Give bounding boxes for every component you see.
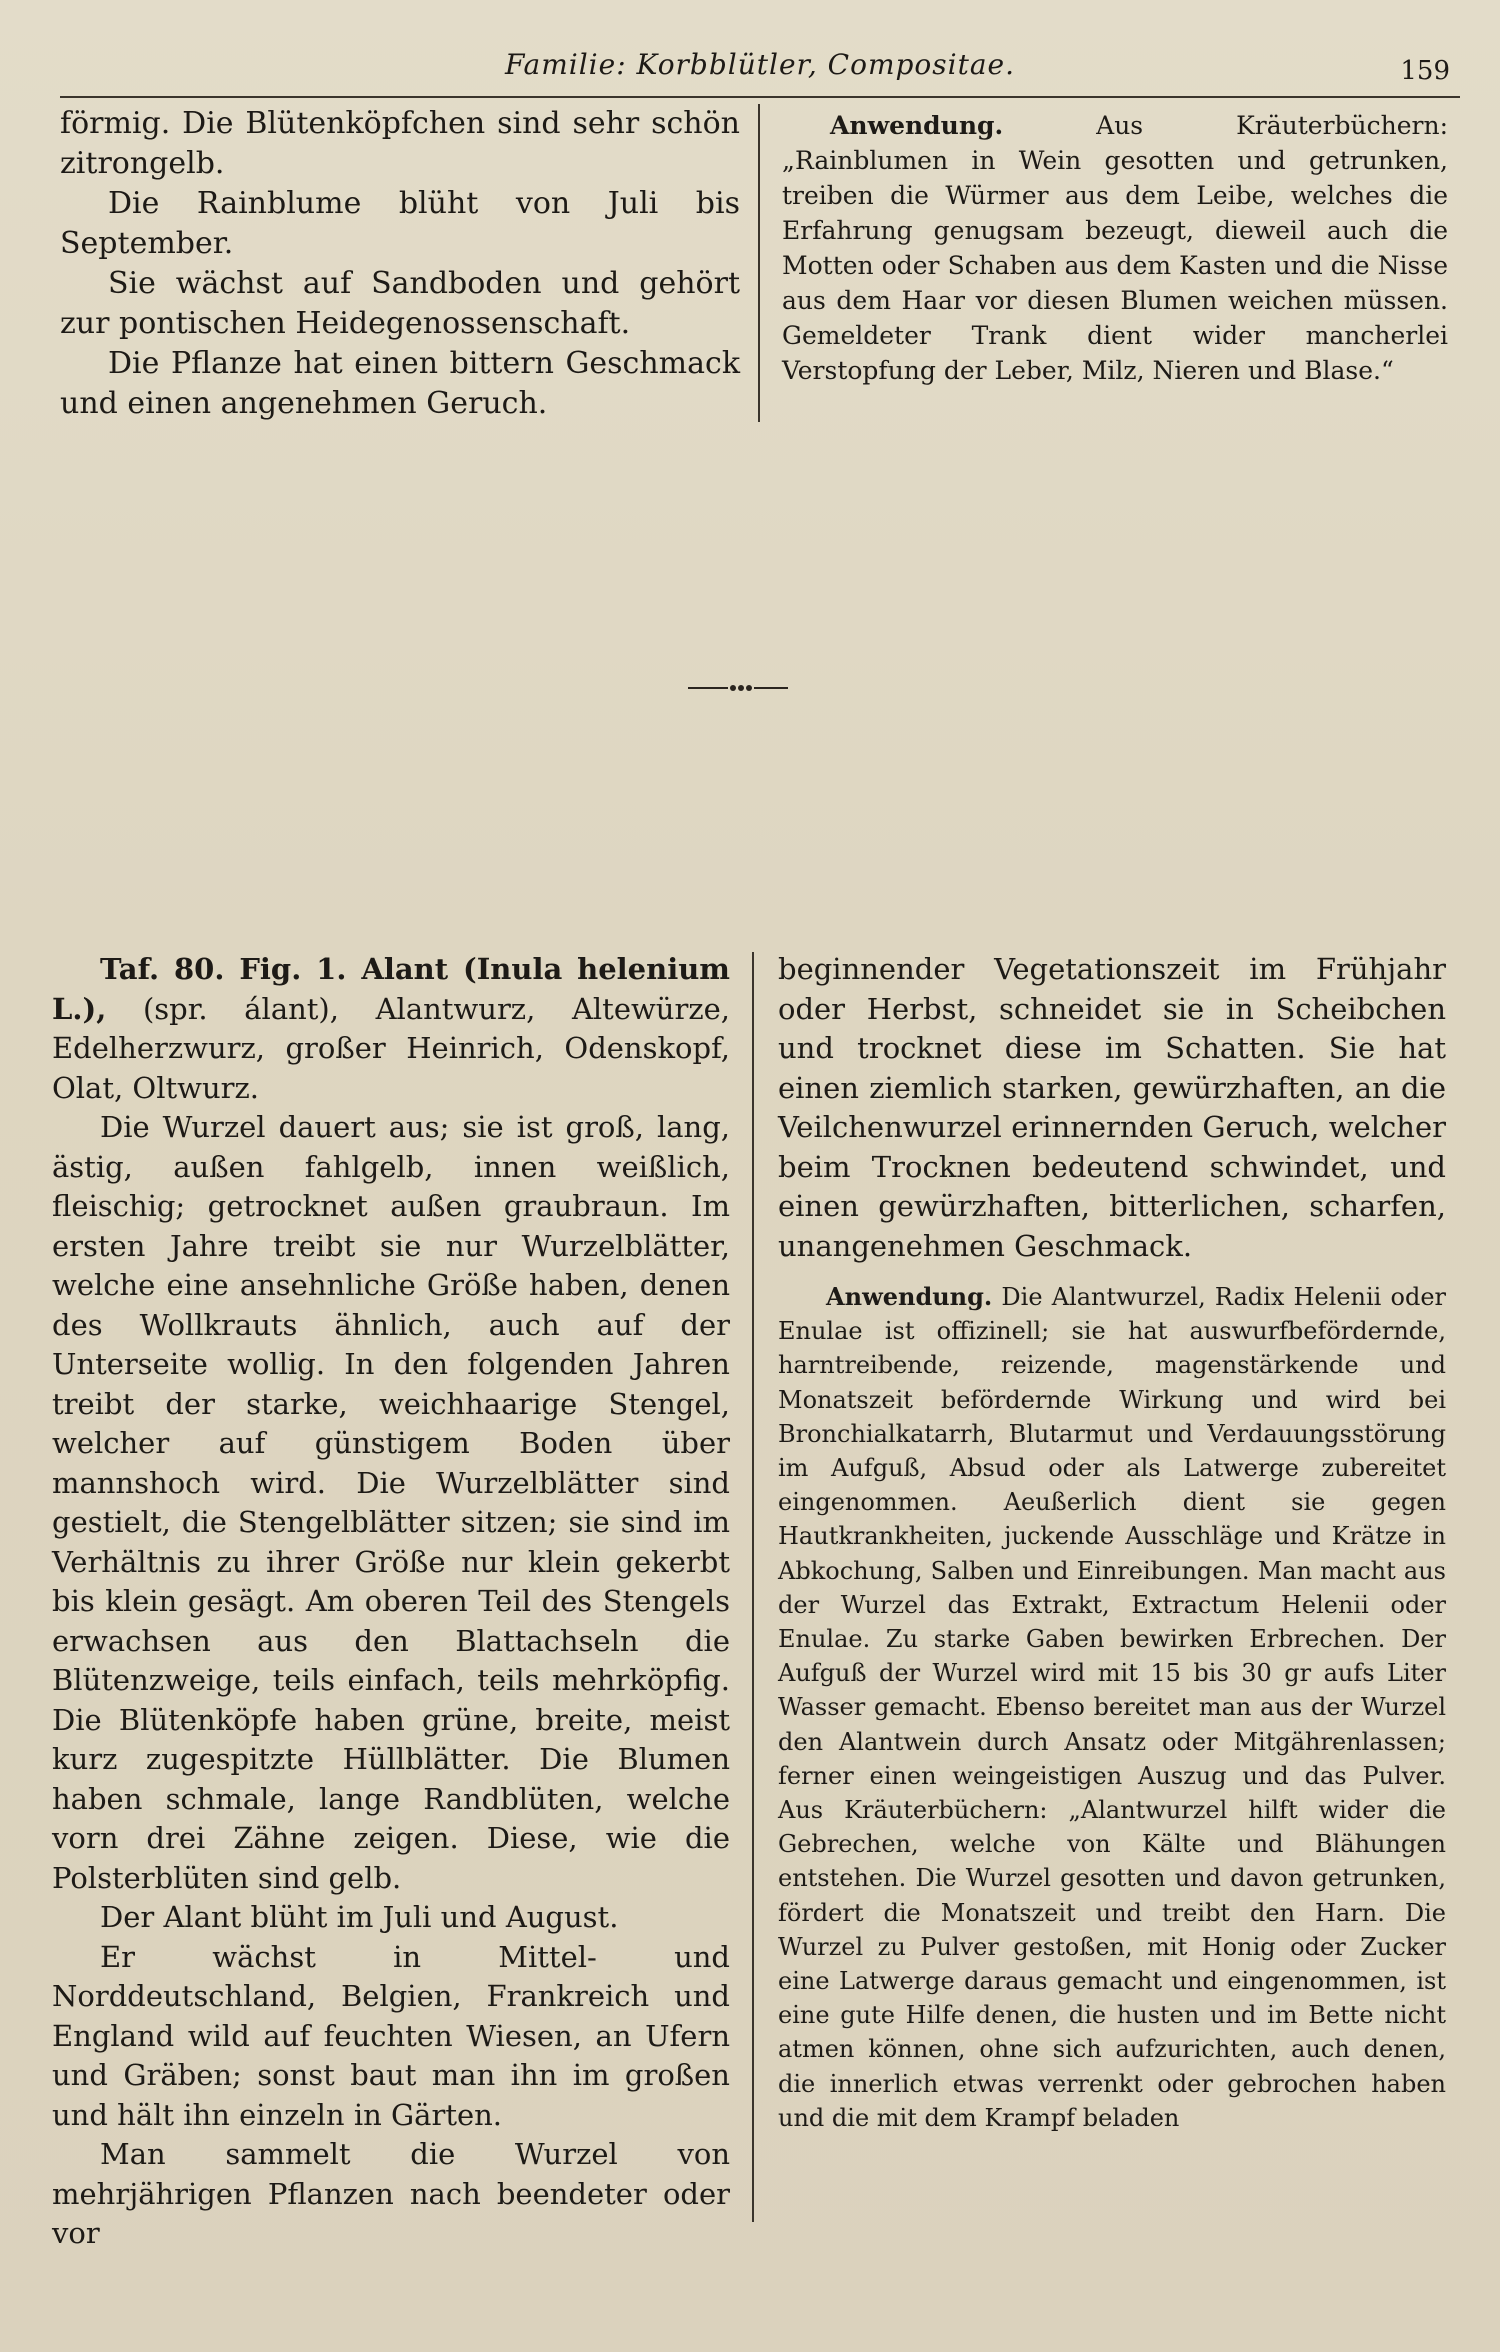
bottom-right-column [778, 950, 1446, 2135]
usage-heading: Anwendung. [830, 111, 1004, 140]
ornament-divider [688, 683, 788, 693]
running-header [60, 36, 1460, 98]
usage-heading: Anwendung. [826, 1282, 993, 1311]
plant-synonyms: (spr. álant), Alantwurz, Altewürze, Edelherzwurz, großer Heinrich, Odenskopf, Olat, Oltwurz. [52, 991, 730, 1105]
bottom-left-column [52, 950, 730, 2254]
page-number: 159 [1400, 56, 1450, 86]
usage-text: Die Alantwurzel, Radix Helenii oder Enulae ist offizinell; sie hat auswurfbefördernde, harntreibende, reizende, magenstärkende und Monatszeit befördernde Wirkung und wird bei Bronchialkatarrh, Blutarmut und Verdauungsstörung im Aufguß, Absud oder als Latwerge zubereitet eingenommen. Aeußerlich dient sie gegen Hautkrankheiten, juckende Ausschläge und Krätze in Abkochung, Salben und Einreibungen. Man macht aus der Wurzel das Extrakt, Extractum Helenii oder Enulae. Zu starke Gaben bewirken Erbrechen. Der Aufguß der Wurzel wird mit 15 bis 30 gr aufs Liter Wasser gemacht. Ebenso bereitet man aus der Wurzel den Alantwein durch Ansatz oder Mitgährenlassen; ferner einen weingeistigen Auszug und das Pulver. Aus Kräuterbüchern: „Alantwurzel hilft wider die Gebrechen, welche von Kälte und Blähungen entstehen. Die Wurzel gesotten und davon getrunken, fördert die Monatszeit und treibt den Harn. Die Wurzel zu Pulver gestoßen, mit Honig oder Zucker eine Latwerge daraus gemacht und eingenommen, ist eine gute Hilfe denen, die husten und im Bette nicht atmen können, ohne sich aufzurichten, auch denen, die innerlich etwas verrenkt oder gebrochen haben und die mit dem Krampf beladen [778, 1283, 1446, 2132]
paragraph: Der Alant blüht im Juli und August. [100, 1900, 619, 1934]
column-divider [752, 952, 754, 2222]
paragraph: Er wächst in Mittel- und Norddeutschland, Belgien, Frankreich und England wild auf feuchten Wiesen, an Ufern und Gräben; sonst baut man ihn im großen und hält ihn einzeln in Gärten. [52, 1939, 730, 2132]
paragraph: Die Wurzel dauert aus; sie ist groß, lang, ästig, außen fahlgelb, innen weißlich, fleischig; getrocknet außen graubraun. Im ersten Jahre treibt sie nur Wurzelblätter, welche eine ansehnliche Größe haben, denen des Wollkrauts ähnlich, auch auf der Unterseite wollig. In den folgenden Jahren treibt der starke, weichhaarige Stengel, welcher auf günstigem Boden über mannshoch wird. Die Wurzelblätter sind gestielt, die Stengelblätter sitzen; sie sind im Verhältnis zu ihrer Größe nur klein gekerbt bis klein gesägt. Am oberen Teil des Stengels erwachsen aus den Blattachseln die Blütenzweige, teils einfach, teils mehrköpfig. Die Blütenköpfe haben grüne, breite, meist kurz zugespitzte Hüllblätter. Die Blumen haben schmale, lange Randblüten, welche vorn drei Zähne zeigen. Diese, wie die Polsterblüten sind gelb. [52, 1110, 730, 1895]
header-title: Familie: Korbblütler, Compositae. [504, 48, 1016, 81]
paragraph: förmig. Die Blütenköpfchen sind sehr schön zitrongelb. [60, 106, 740, 181]
top-right-column [782, 108, 1448, 388]
top-left-column [60, 104, 740, 424]
paragraph: Die Pflanze hat einen bittern Geschmack und einen angenehmen Geruch. [60, 346, 740, 421]
usage-text: Aus Kräuterbüchern: „Rainblumen in Wein gesotten und getrunken, treiben die Würmer aus dem Leibe, welches die Erfahrung genugsam bezeugt, dieweil auch die Motten oder Schaben aus dem Kasten und die Nisse aus dem Haar vor diesen Blumen weichen müssen. Gemeldeter Trank dient wider mancherlei Verstopfung der Leber, Milz, Nieren und Blase.“ [782, 111, 1448, 385]
paragraph: Man sammelt die Wurzel von mehrjährigen Pflanzen nach beendeter oder vor [52, 2137, 730, 2250]
paragraph: Die Rainblume blüht von Juli bis September. [60, 186, 740, 261]
column-divider [758, 104, 760, 422]
paragraph: beginnender Vegetationszeit im Frühjahr oder Herbst, schneidet sie in Scheibchen und trocknet diese im Schatten. Sie hat einen ziemlich starken, gewürzhaften, an die Veilchenwurzel erinnernden Geruch, welcher beim Trocknen bedeutend schwindet, und einen gewürzhaften, bitterlichen, scharfen, unangenehmen Geschmack. [778, 952, 1446, 1263]
paragraph: Sie wächst auf Sandboden und gehört zur pontischen Heidegenossenschaft. [60, 266, 740, 341]
plant-title: Taf. 80. Fig. 1. Alant (Inula helenium L.), [52, 952, 730, 1026]
